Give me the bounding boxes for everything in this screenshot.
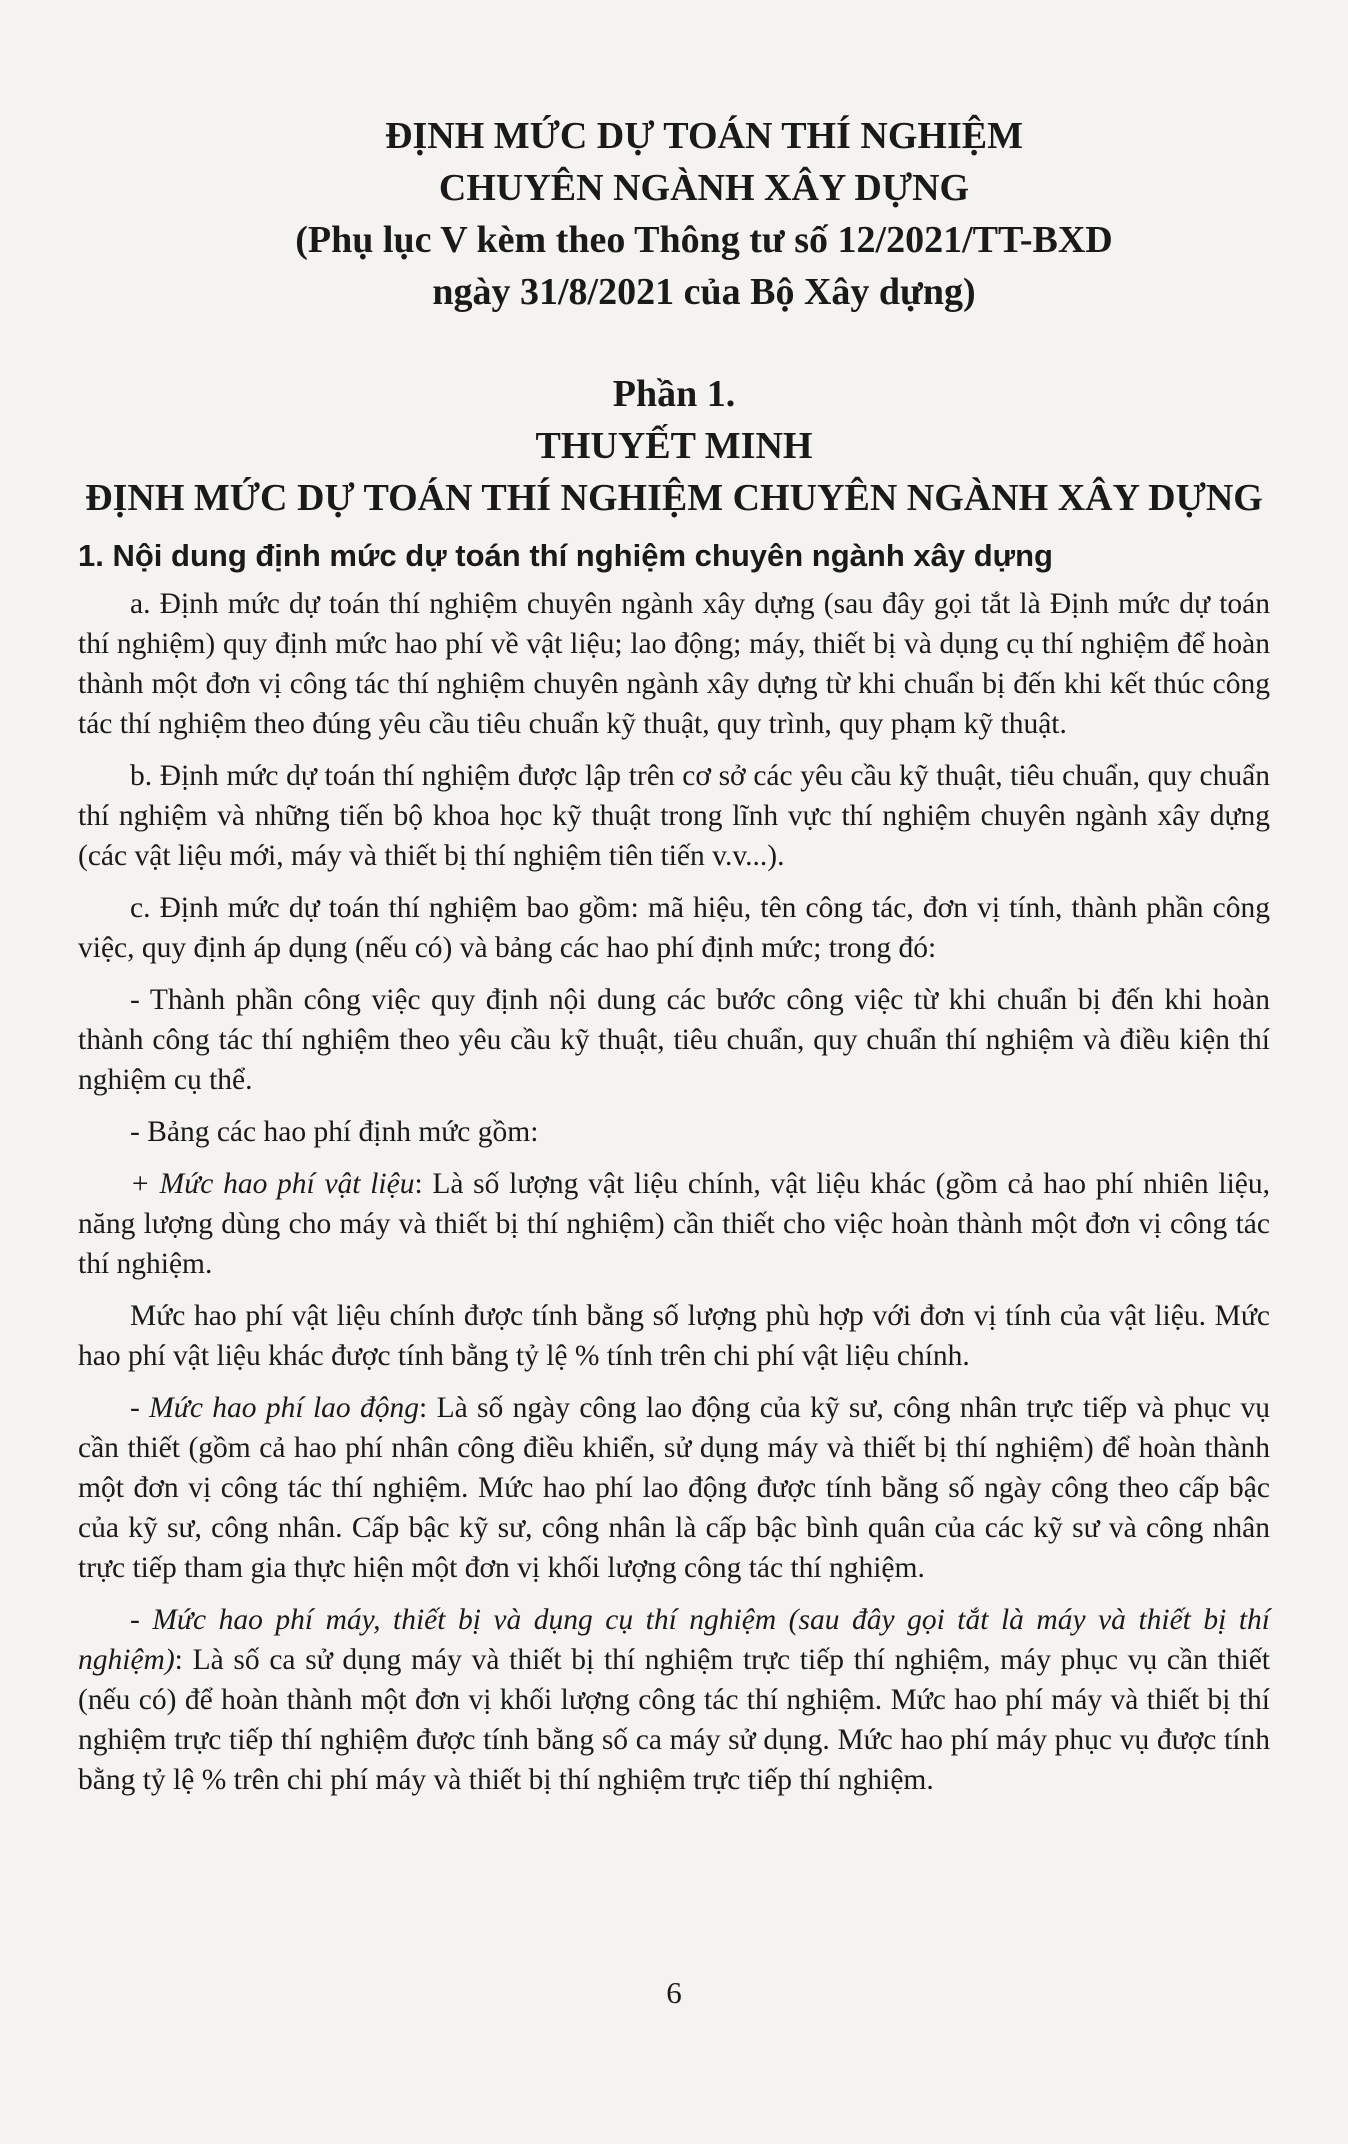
document-title: [138, 110, 1270, 318]
title-line-2: CHUYÊN NGÀNH XÂY DỰNG: [438, 167, 970, 209]
labor-cost-text: : Là số ngày công lao động của kỹ sư, công nhân trực tiếp và phục vụ cần thiết (gồm cả hao phí nhân công điều khiển, sử dụng máy và thiết bị thí nghiệm) để hoàn thành một đơn vị công tác thí nghiệm. Mức hao phí lao động được tính bằng số ngày công theo cấp bậc của kỹ sư, công nhân. Cấp bậc kỹ sư, công nhân là cấp bậc bình quân của các kỹ sư và công nhân trực tiếp tham gia thực hiện một đơn vị khối lượng công tác thí nghiệm.: [78, 1392, 1270, 1584]
part-label: Phần 1.: [612, 373, 736, 415]
part-subtitle: ĐỊNH MỨC DỰ TOÁN THÍ NGHIỆM CHUYÊN NGÀNH XÂY DỰNG: [85, 477, 1263, 519]
paragraph-b: b. Định mức dự toán thí nghiệm được lập trên cơ sở các yêu cầu kỹ thuật, tiêu chuẩn, quy chuẩn thí nghiệm và những tiến bộ khoa học kỹ thuật trong lĩnh vực thí nghiệm chuyên ngành xây dựng (các vật liệu mới, máy và thiết bị thí nghiệm tiên tiến v.v...).: [78, 760, 1270, 872]
material-cost-text: : Là số lượng vật liệu chính, vật liệu khác (gồm cả hao phí nhiên liệu, năng lượng dùng cho máy và thiết bị thí nghiệm) cần thiết cho việc hoàn thành một đơn vị công tác thí nghiệm.: [78, 1168, 1271, 1280]
paragraph-c: c. Định mức dự toán thí nghiệm bao gồm: mã hiệu, tên công tác, đơn vị tính, thành phần công việc, quy định áp dụng (nếu có) và bảng các hao phí định mức; trong đó:: [78, 892, 1270, 964]
paragraph-machine-cost: [78, 1600, 1270, 1800]
paragraph-material-cost: [78, 1164, 1270, 1284]
part-title: THUYẾT MINH: [535, 425, 813, 467]
material-cost-term: + Mức hao phí vật liệu: [130, 1168, 415, 1200]
paragraph-a: a. Định mức dự toán thí nghiệm chuyên ngành xây dựng (sau đây gọi tắt là Định mức dự toán thí nghiệm) quy định mức hao phí về vật liệu; lao động; máy, thiết bị và dụng cụ thí nghiệm để hoàn thành một đơn vị công tác thí nghiệm chuyên ngành xây dựng từ khi chuẩn bị đến khi kết thúc công tác thí nghiệm theo đúng yêu cầu tiêu chuẩn kỹ thuật, quy trình, quy phạm kỹ thuật.: [78, 588, 1270, 740]
paragraph-cost-table: - Bảng các hao phí định mức gồm:: [130, 1116, 539, 1148]
paragraph-material-detail: Mức hao phí vật liệu chính được tính bằng số lượng phù hợp với đơn vị tính của vật liệu. Mức hao phí vật liệu khác được tính bằng tỷ lệ % tính trên chi phí vật liệu chính.: [78, 1300, 1270, 1372]
paragraph-labor-cost: [78, 1388, 1270, 1588]
part-heading: [78, 368, 1270, 524]
machine-cost-text: : Là số ca sử dụng máy và thiết bị thí nghiệm trực tiếp thí nghiệm, máy phục vụ cần thiết (nếu có) để hoàn thành một đơn vị khối lượng công tác thí nghiệm. Mức hao phí máy và thiết bị thí nghiệm trực tiếp thí nghiệm được tính bằng số ca máy sử dụng. Mức hao phí máy phục vụ được tính bằng tỷ lệ % trên chi phí máy và thiết bị thí nghiệm trực tiếp thí nghiệm.: [78, 1644, 1270, 1796]
title-line-1: ĐỊNH MỨC DỰ TOÁN THÍ NGHIỆM: [385, 115, 1023, 157]
title-line-3: (Phụ lục V kèm theo Thông tư số 12/2021/TT-BXD: [295, 219, 1113, 261]
title-line-4: ngày 31/8/2021 của Bộ Xây dựng): [432, 271, 976, 313]
paragraph-work-components: - Thành phần công việc quy định nội dung các bước công việc từ khi chuẩn bị đến khi hoàn thành công tác thí nghiệm theo yêu cầu kỹ thuật, tiêu chuẩn, quy chuẩn thí nghiệm và điều kiện thí nghiệm cụ thể.: [78, 984, 1270, 1096]
page-number: 6: [666, 1975, 682, 2010]
section-heading: 1. Nội dung định mức dự toán thí nghiệm chuyên ngành xây dựng: [78, 538, 1053, 573]
labor-cost-term: - Mức hao phí lao động: [130, 1392, 420, 1424]
machine-cost-term: - Mức hao phí máy, thiết bị và dụng cụ thí nghiệm (sau đây gọi tắt là máy và thiết bị thí nghiệm): [78, 1604, 1270, 1676]
